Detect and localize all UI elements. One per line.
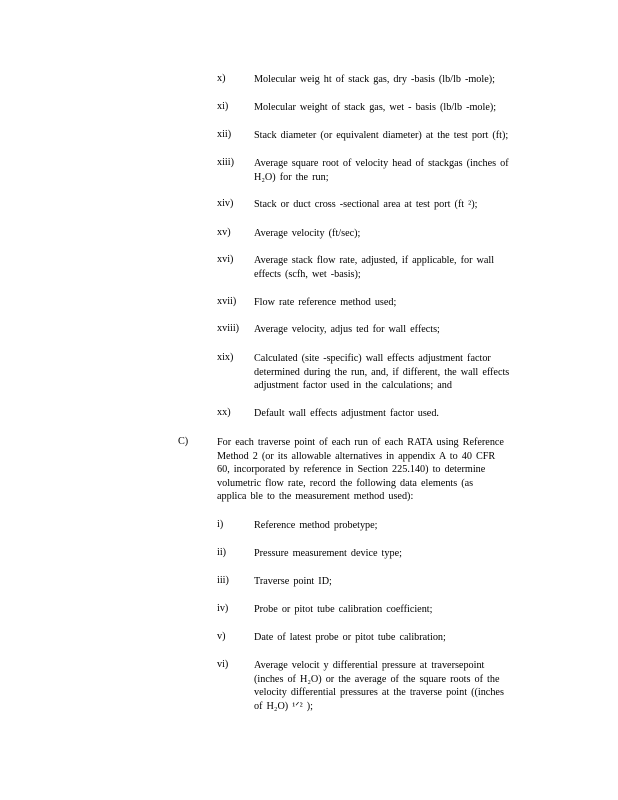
- item-number: xviii): [217, 323, 240, 334]
- item-text: Average velocity (ft/sec);: [254, 228, 361, 239]
- item-number: xv): [217, 227, 231, 238]
- item-text: Molecular weight of stack gas, wet - basis (lb/lb -mole);: [254, 102, 497, 113]
- item-text: H₂O) for the run;: [254, 171, 329, 183]
- item-number: iv): [217, 603, 229, 614]
- item-text: effects (scfh, wet -basis);: [254, 268, 361, 280]
- item-text: Traverse point ID;: [254, 576, 332, 587]
- item-text: adjustment factor used in the calculations; and: [254, 380, 452, 391]
- item-text: Flow rate reference method used;: [254, 297, 397, 308]
- item-text: (inches of H₂O) or the average of the square roots of the: [254, 673, 500, 685]
- section-paragraph: For each traverse point of each run of each RATA using Reference Method 2 (or its allowable alternatives in appendix A to 40 CFR 60, incorporated by reference in Section 225.140) to determine volumetric flow rate, record the following data elements (as applica ble to the measurement method used):: [217, 437, 504, 502]
- item-number: xix): [217, 352, 234, 363]
- item-text: determined during the run, and, if different, the wall effects: [254, 366, 510, 378]
- item-text: of H₂O) ¹ᐟ² );: [254, 700, 313, 712]
- item-number: xx): [217, 407, 231, 418]
- item-text: Molecular weig ht of stack gas, dry -basis (lb/lb -mole);: [254, 74, 495, 85]
- item-number: i): [217, 519, 224, 530]
- item-text: Calculated (site -specific) wall effects adjustment factor: [254, 353, 491, 364]
- section-label: C): [178, 436, 189, 447]
- item-text: Stack diameter (or equivalent diameter) at the test port (ft);: [254, 130, 509, 141]
- item-text: Average velocity, adjus ted for wall effects;: [254, 324, 440, 335]
- item-text: Average velocit y differential pressure at traversepoint: [254, 660, 485, 671]
- item-number: xi): [217, 101, 229, 112]
- item-text: Average square root of velocity head of stackgas (inches of: [254, 158, 509, 169]
- item-text: Default wall effects adjustment factor used.: [254, 408, 439, 419]
- item-text: Average stack flow rate, adjusted, if applicable, for wall: [254, 255, 495, 266]
- item-text: Pressure measurement device type;: [254, 548, 402, 559]
- item-text: Stack or duct cross -sectional area at test port (ft ²);: [254, 199, 478, 210]
- item-number: xvi): [217, 254, 234, 265]
- item-text: velocity differential pressures at the traverse point ((inches: [254, 687, 504, 698]
- item-text: Probe or pitot tube calibration coefficient;: [254, 604, 433, 615]
- item-number: xiv): [217, 198, 234, 209]
- item-number: x): [217, 73, 226, 84]
- item-number: vi): [217, 659, 229, 670]
- item-number: xiii): [217, 157, 234, 168]
- item-number: v): [217, 631, 226, 642]
- item-number: xii): [217, 129, 232, 140]
- item-text: Date of latest probe or pitot tube calibration;: [254, 632, 446, 643]
- item-number: ii): [217, 547, 227, 558]
- item-text: Reference method probetype;: [254, 520, 378, 531]
- item-number: xvii): [217, 296, 237, 307]
- item-number: iii): [217, 575, 229, 586]
